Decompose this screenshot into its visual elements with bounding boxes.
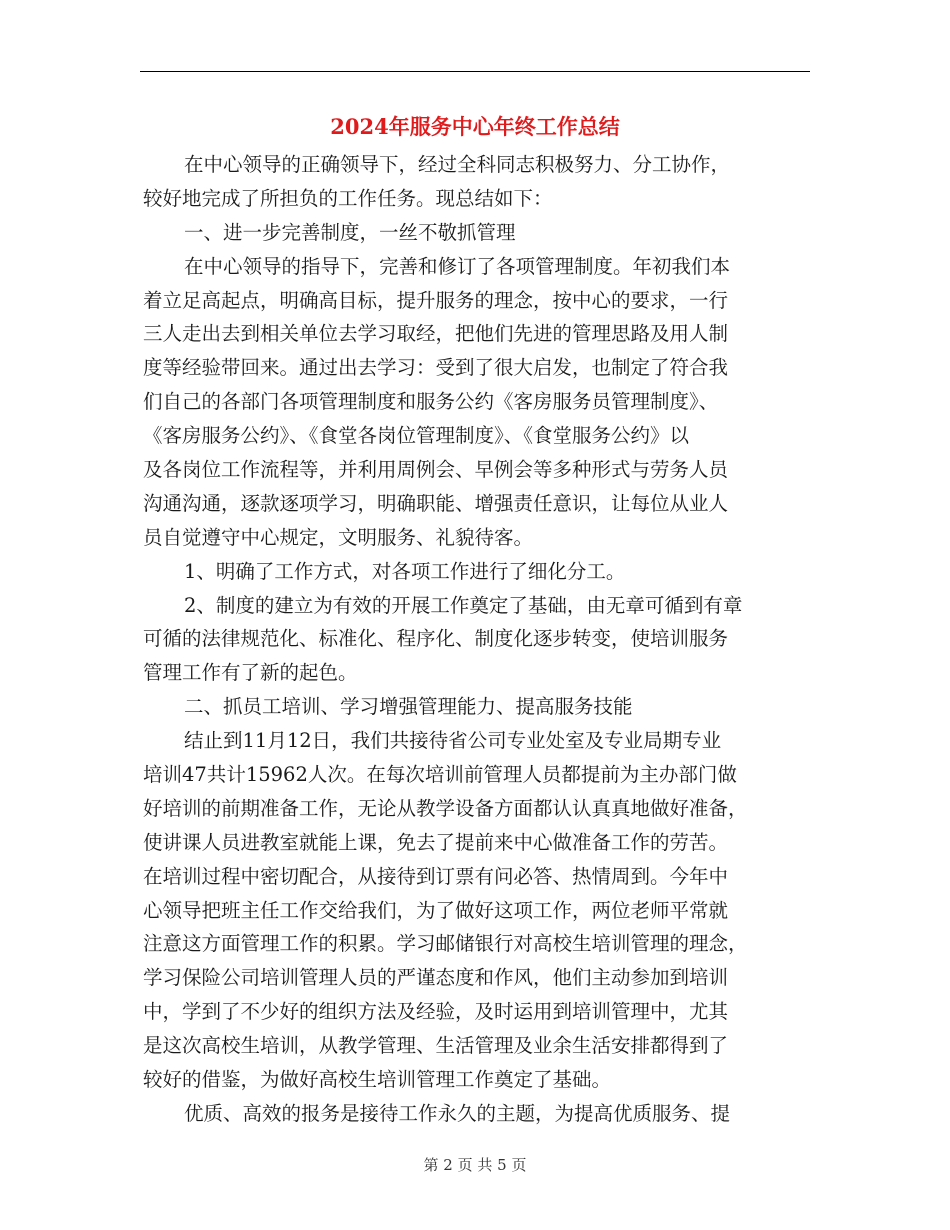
body-line: 沟通沟通，逐款逐项学习，明确职能、增强责任意识，让每位从业人: [143, 491, 729, 515]
body-line: 三人走出去到相关单位去学习取经，把他们先进的管理思路及用人制: [143, 322, 729, 346]
body-line: 们自己的各部门各项管理制度和服务公约《客房服务员管理制度》、: [143, 390, 719, 414]
body-line: 着立足高起点，明确高目标，提升服务的理念，按中心的要求，一行: [143, 288, 729, 312]
section-heading: 一、进一步完善制度，一丝不敬抓管理: [184, 220, 516, 244]
body-line: 中，学到了不少好的组织方法及经验，及时运用到培训管理中，尤其: [143, 1000, 729, 1024]
body-line: 可循的法律规范化、标准化、程序化、制度化逐步转变，使培训服务: [143, 627, 729, 651]
body-line: 结止到11月12日，我们共接待省公司专业处室及专业局期专业: [184, 729, 722, 753]
body-line: 培训47共计15962人次。在每次培训前管理人员都提前为主办部门做: [143, 763, 737, 787]
body-line: 在培训过程中密切配合，从接待到订票有问必答、热情周到。今年中: [143, 864, 729, 888]
body-line: 是这次高校生培训，从教学管理、生活管理及业余生活安排都得到了: [143, 1034, 729, 1058]
body-line: 较好的借鉴，为做好高校生培训管理工作奠定了基础。: [143, 1068, 612, 1092]
body-line: 及各岗位工作流程等，并利用周例会、早例会等多种形式与劳务人员: [143, 458, 729, 482]
header-rule: [140, 71, 810, 72]
section-heading: 二、抓员工培训、学习增强管理能力、提高服务技能: [184, 695, 633, 719]
body-line: 度等经验带回来。通过出去学习：受到了很大启发，也制定了符合我: [143, 356, 729, 380]
body-line: 管理工作有了新的起色。: [143, 661, 358, 685]
page-footer: 第 2 页 共 5 页: [423, 1156, 527, 1174]
body-line: 心领导把班主任工作交给我们，为了做好这项工作，两位老师平常就: [143, 898, 729, 922]
document-title: 2024年服务中心年终工作总结: [330, 114, 620, 139]
body-line: 注意这方面管理工作的积累。学习邮储银行对高校生培训管理的理念，: [143, 932, 748, 956]
body-line: 《客房服务公约》、《食堂各岗位管理制度》、《食堂服务公约》以: [143, 424, 690, 448]
document-body: [143, 148, 808, 1131]
list-item: 1、明确了工作方式，对各项工作进行了细化分工。: [184, 559, 626, 583]
body-line: 较好地完成了所担负的工作任务。现总结如下：: [143, 186, 553, 210]
body-line: 好培训的前期准备工作，无论从教学设备方面都认认真真地做好准备，: [143, 796, 748, 820]
body-line: 员自觉遵守中心规定，文明服务、礼貌待客。: [143, 525, 534, 549]
body-line: 使讲课人员进教室就能上课，免去了提前来中心做准备工作的劳苦。: [143, 830, 729, 854]
body-line: 在中心领导的正确领导下，经过全科同志积极努力、分工协作，: [184, 153, 731, 176]
body-line: 优质、高效的报务是接待工作永久的主题，为提高优质服务、提: [184, 1101, 731, 1125]
body-line: 在中心领导的指导下，完善和修订了各项管理制度。年初我们本: [184, 254, 731, 278]
list-item: 2、制度的建立为有效的开展工作奠定了基础，由无章可循到有章: [184, 593, 743, 617]
body-line: 学习保险公司培训管理人员的严谨态度和作风，他们主动参加到培训: [143, 966, 729, 990]
